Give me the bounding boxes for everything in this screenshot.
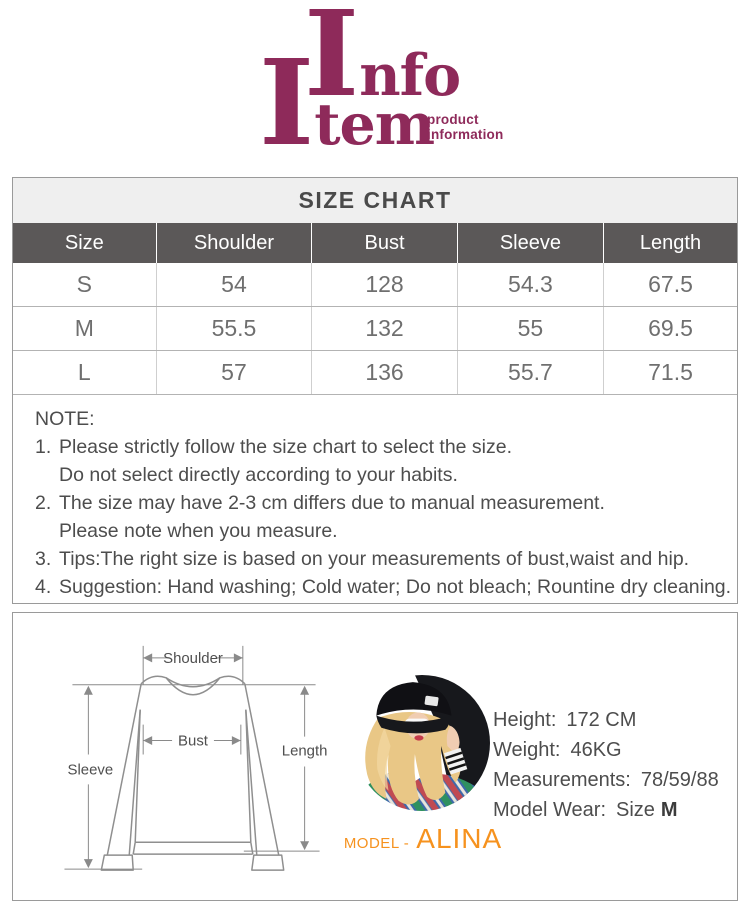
header-cell-shoulder: Shoulder: [156, 223, 312, 263]
model-caption: [343, 823, 503, 855]
model-info-box: [12, 612, 738, 901]
stat-label: Model Wear:: [493, 798, 607, 821]
stat-value: 172 CM: [566, 708, 637, 731]
size-chart-title: SIZE CHART: [13, 178, 737, 223]
header-cell-bust: Bust: [311, 223, 457, 263]
stat-label: Measurements:: [493, 768, 631, 791]
model-size-letter: M: [660, 798, 678, 821]
note-item: 4. Suggestion: Hand washing; Cold water; Do not bleach; Rountine dry cleaning.: [35, 576, 732, 598]
stat-label: Height:: [493, 708, 557, 731]
shoulder-label: Shoulder: [163, 649, 223, 667]
stat-row-weight: [493, 735, 719, 765]
note-item: 2. The size may have 2-3 cm differs due to manual measurement.: [35, 492, 605, 514]
size-row-m: [13, 306, 737, 350]
note-item: Do not select directly according to your habits.: [59, 464, 458, 486]
size-chart-box: [12, 177, 738, 604]
brand-logo: [0, 0, 750, 177]
stat-value: 46KG: [570, 738, 622, 761]
size-cell: 55.5: [156, 307, 312, 350]
size-cell: 67.5: [603, 263, 737, 306]
header-cell-length: Length: [603, 223, 737, 263]
size-row-s: [13, 263, 737, 306]
logo-word-info-rest: nfo: [359, 42, 461, 109]
stat-label: Weight:: [493, 738, 561, 761]
size-cell: 54: [156, 263, 312, 306]
logo-tagline-line2: information: [427, 127, 504, 142]
header-cell-sleeve: Sleeve: [457, 223, 603, 263]
model-caption-prefix: MODEL -: [343, 835, 410, 852]
logo-word-info-initial: I: [304, 0, 360, 123]
size-cell: 55.7: [457, 351, 603, 394]
size-cell: 57: [156, 351, 312, 394]
model-stats: [493, 705, 719, 825]
size-cell: L: [77, 359, 91, 385]
stat-value: Size: [616, 798, 655, 821]
logo-tagline-line1: product: [427, 112, 479, 127]
size-cell: 69.5: [603, 307, 737, 350]
logo-word-item: [259, 33, 434, 172]
sweater-outline: [101, 676, 283, 870]
size-table-header: [13, 223, 737, 263]
stat-row-height: [493, 705, 719, 735]
bust-label: Bust: [178, 732, 208, 750]
logo-word-item-initial: I: [259, 33, 315, 172]
logo-word-item-rest: tem: [314, 91, 435, 158]
stat-row-model-wear: [493, 795, 719, 825]
note-heading: NOTE:: [35, 408, 95, 430]
sleeve-label: Sleeve: [67, 761, 114, 779]
size-cell: 54.3: [457, 263, 603, 306]
stat-value: 78/59/88: [640, 768, 719, 791]
logo-tagline: [427, 112, 503, 142]
garment-diagram: [29, 613, 361, 902]
size-cell: 55: [457, 307, 603, 350]
size-cell: S: [76, 271, 92, 297]
size-cell: 128: [311, 263, 457, 306]
note-item: Please note when you measure.: [59, 520, 338, 542]
size-cell: M: [74, 315, 94, 341]
note-section: [13, 394, 737, 603]
size-cell: 71.5: [603, 351, 737, 394]
size-cell: 132: [311, 307, 457, 350]
note-item: 3. Tips:The right size is based on your measurements of bust,waist and hip.: [35, 548, 690, 570]
size-cell: 136: [311, 351, 457, 394]
model-name: ALINA: [416, 823, 503, 854]
stat-row-measurements: [493, 765, 719, 795]
length-label: Length: [281, 742, 328, 760]
model-photo: [354, 675, 490, 811]
note-item: 1. Please strictly follow the size chart to select the size.: [35, 436, 513, 458]
size-row-l: [13, 350, 737, 394]
header-cell-size: Size: [64, 231, 104, 254]
